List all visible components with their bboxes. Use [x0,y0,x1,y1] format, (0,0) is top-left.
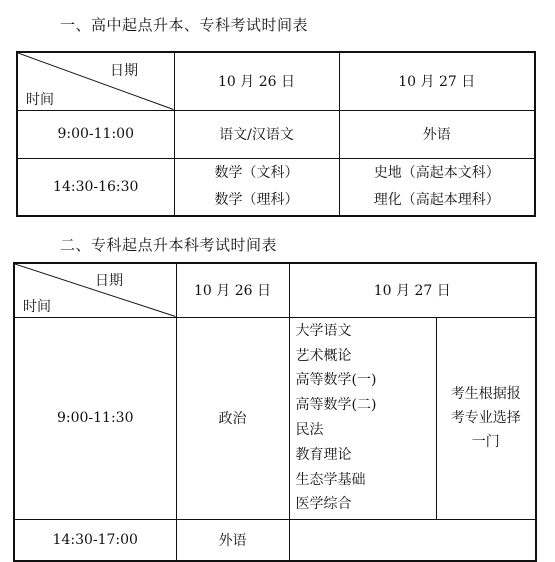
table-row [14,317,536,519]
day1-header: 10 月 26 日 [174,52,339,110]
list-item: 高等数学(一) [295,372,377,389]
header-corner-cell [14,263,176,317]
table-row [17,158,535,216]
list-item: 艺术概论 [295,347,352,364]
list-item: 医学综合 [295,496,352,513]
list-item: 教育理论 [295,446,352,463]
subject-cell: 语文/汉语文 [174,110,339,158]
date-label: 日期 [95,273,123,289]
list-item: 民法 [295,422,324,438]
time-cell: 14:30-17:00 [14,519,176,561]
section2-heading: 二、专科起点升本科考试时间表 [60,236,278,254]
day2-header: 10 月 27 日 [339,52,535,110]
time-cell: 9:00-11:30 [14,317,176,519]
time-label: 时间 [23,299,51,315]
time-cell: 9:00-11:00 [17,110,174,158]
date-label: 日期 [110,63,138,79]
subject-item: 史地（高起本文科） [373,164,500,181]
section1-heading: 一、高中起点升本、专科考试时间表 [60,16,309,34]
note-line: 考生根据报 [450,386,521,402]
time-label: 时间 [26,92,54,108]
subject-cell: 外语 [176,519,289,561]
list-item: 大学语文 [295,322,352,339]
exam-schedule-table-1 [16,51,536,217]
day2-header: 10 月 27 日 [289,263,536,317]
elective-subject-list [289,317,436,519]
subject-item: 数学（理科） [214,191,299,208]
table-row [14,519,536,561]
elective-note-cell [436,317,536,519]
table-row [17,110,535,158]
day1-header: 10 月 26 日 [176,263,289,317]
note-line: 考专业选择 [450,410,521,426]
header-corner-cell [17,52,174,110]
subject-cell [339,158,535,216]
subject-cell [174,158,339,216]
list-item: 高等数学(二) [295,397,377,414]
list-item: 生态学基础 [295,471,366,488]
subject-item: 数学（文科） [214,164,299,181]
subject-cell: 外语 [339,110,535,158]
time-cell: 14:30-16:30 [17,158,174,216]
subject-cell: 政治 [176,317,289,519]
note-line: 一门 [471,434,500,450]
exam-schedule-table-2 [13,262,537,562]
subject-cell [289,519,536,561]
subject-item: 理化（高起本理科） [373,191,500,208]
